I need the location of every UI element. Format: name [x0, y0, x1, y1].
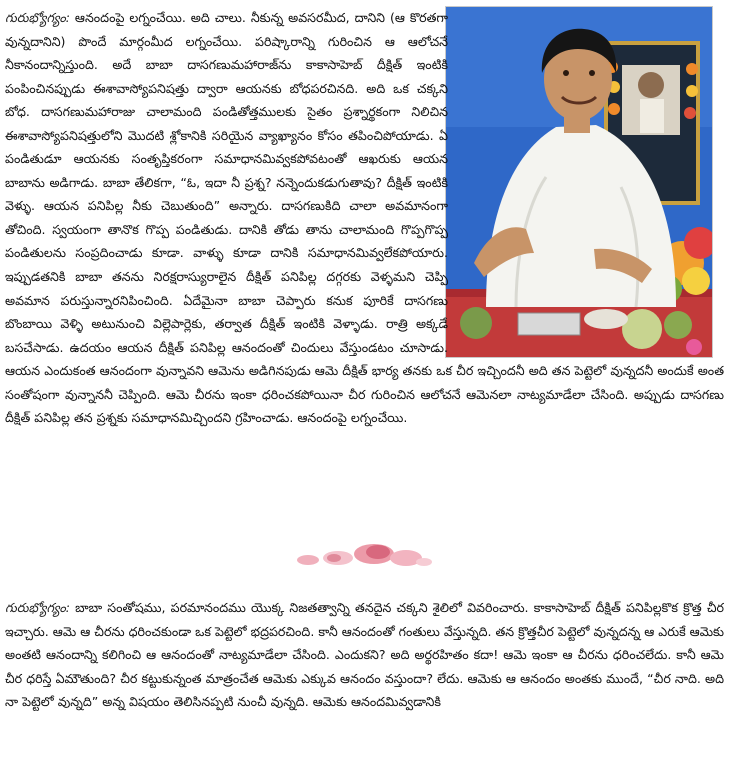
paragraph-text: ఆనందంపై లగ్నంచేయి. అది చాలు. నీకున్న అవసరమీద, దానిని (ఆ కొరతగా వున్నదానిని) పొందే మార్గంమీద లగ్నంచేయి. పరిష్కారాన్ని గురించిన ఆ ఆలోచనే నీకానందాన్నిస్తుంది. అదే బాబా దాసగణుమహారాజ్‌ను కాకాసాహెబ్ దీక్షిత్ ఇంటికి పంపించినప్పుడు ఈశావాస్యోపనిషత్తు ద్వారా ఆయనకు బోధపరచినది. అది ఒక చక్కని బోధ. దాసగణుమహారాజు చాలామంది పండితోత్తములకు సైతం ప్రశ్నార్థకంగా నిలిచిన ఈశావాస్యోపనిషత్తులోని మొదటి శ్లోకానికి సరియైన వ్యాఖ్యానం కోసం తపించిపోయాడు. ఏ పండితుడూ ఆయనకు సంతృప్తికరంగా సమాధానమివ్వకపోవటంతో ఆఖరుకు ఆయన బాబాను అడిగాడు. బాబా తేలికగా, “ఓ, ఇదా నీ ప్రశ్న? నన్నెందుకడుగుతావు? దీక్షిత్ ఇంటికి వెళ్ళు. ఆయన పనిపిల్ల నీకు చెబుతుంది” అన్నారు. దాసగణుకిది చాలా అవమానంగా తోచింది. స్వయంగా తానొక గొప్ప పండితుడు. దానికి తోడు తాను చాలామంది గొప్పగొప్ప పండితులను సంప్రదించాడు కూడా. వాళ్ళు కూడా దానికి సమాధానమివ్వలేకపోయారు. ఇప్పుడతనికి బాబా తనను నిరక్షరాస్యురాలైన దీక్షిత్ పనిపిల్ల దగ్గరకు వెళ్ళమని చెప్పి అవమాన పరుస్తున్నారనిపించింది. ఏదేమైనా బాబా చెప్పారు కనుక పూరికే దాసగణు బొంబాయి వెళ్ళి అటునుంచి విల్లెపార్లెకు, తర్వాత దీక్షిత్ ఇంటికి వెళ్ళాడు. రాత్రి అక్కడే బసచేసాడు. ఉదయం ఆయన దీక్షిత్ పనిపిల్ల ఆనందంతో చిందులు వేస్తుండటం చూసాడు. ఆయన ఎందుకంత ఆనందంగా వున్నావని ఆమెను అడిగినపుడు ఆమె దీక్షిత్ భార్య తనకు ఒక చీర ఇచ్చిందనీ అది తన పెట్టెలో వున్నదనీ అందుకే అంత సంతోషంగా వున్నాననీ చెప్పింది. ఆమె చీరను ఇంకా ధరించకపోయినా చీర గురించిన ఆలోచనే ఆమెనలా నాట్యమాడేలా చేసింది. అప్పుడు దాసగణు దీక్షిత్ పనిపిల్ల తన ప్రశ్నకు సమాధానమిచ్చిందని గ్రహించాడు. ఆనందంపై లగ్నంచేయి. — [5, 10, 724, 426]
photo-spacer — [448, 6, 724, 356]
article-paragraph-2 — [5, 596, 724, 714]
flower-divider — [294, 536, 434, 574]
article-paragraph-1 — [5, 6, 724, 430]
paragraph-lead: గురుభ్యోగ్యం: — [5, 600, 70, 615]
paragraph-text: బాబా సంతోషము, పరమానందము యొక్క నిజతత్వాన్ని తనదైన చక్కని శైలిలో వివరించారు. కాకాసాహెబ్ దీక్షిత్ పనిపిల్లకొక క్రొత్త చీర ఇచ్చారు. ఆమె ఆ చీరను ధరించకుండా ఒక పెట్టెలో భద్రపరచింది. కానీ ఆనందంతో గంతులు వేస్తున్నది. తన క్రొత్తచీర పెట్టెలో వున్నదన్న ఆ ఎరుకే ఆమెకు అంతటి ఆనందాన్ని కలిగించి ఆ ఆనందంతో నాట్యమాడేలా చేసింది. ఎందుకని? అది అర్థరహితం కదా! ఆమె ఇంకా ఆ చీరను ధరించలేదు. కానీ ఆమె చీర ధరిస్తే ఏమౌతుంది? చీర కట్టుకున్నంత మాత్రంచేత ఆమెకు ఎక్కువ ఆనందం వస్తుందా? లేదు. ఆమెకు ఆ ఆనందం అంతకు ముందే, “చీర నాది. అది నా పెట్టెలో వున్నది” అన్న విషయం తెలిసినప్పటి నుంచీ వున్నది. ఆమెకు ఆనందమివ్వడానికి — [5, 600, 724, 710]
paragraph-lead: గురుభ్యోగ్యం: — [5, 10, 70, 25]
